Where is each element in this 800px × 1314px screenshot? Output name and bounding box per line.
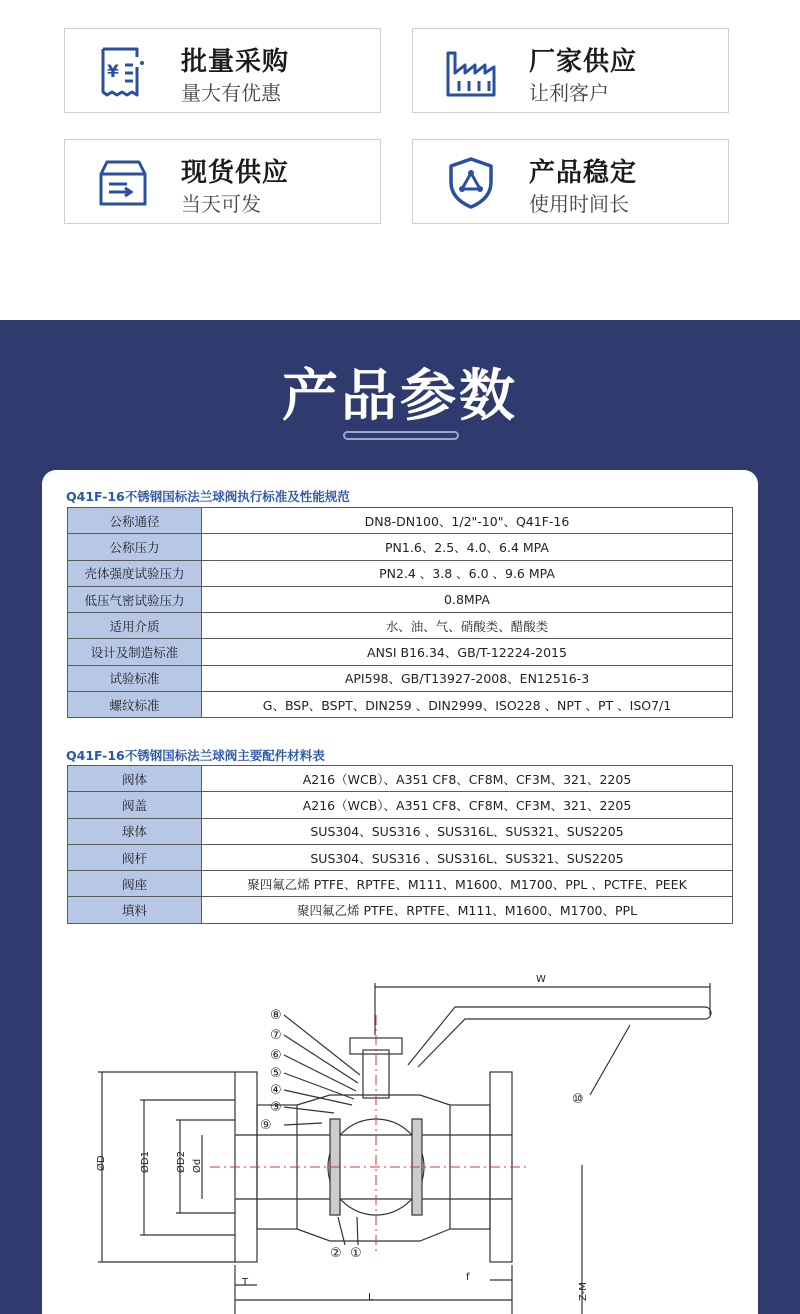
feature-subtitle: 使用时间长 <box>529 192 629 216</box>
spec-table <box>67 507 733 718</box>
row-value: G、BSP、BSPT、DIN259 、DIN2999、ISO228 、NPT 、PT 、ISO7/1 <box>202 692 733 718</box>
factory-icon <box>443 45 499 99</box>
table-row <box>68 665 733 691</box>
feature-title: 产品稳定 <box>529 158 638 188</box>
table-row <box>68 897 733 923</box>
feature-card-bulk <box>64 28 381 113</box>
row-key: 公称通径 <box>68 508 202 534</box>
row-key: 螺纹标准 <box>68 692 202 718</box>
part-number: ⑦ <box>270 1028 282 1043</box>
row-value: ANSI B16.34、GB/T-12224-2015 <box>202 639 733 665</box>
receipt-icon <box>95 45 151 99</box>
row-value: DN8-DN100、1/2"-10"、Q41F-16 <box>202 508 733 534</box>
row-key: 阀体 <box>68 766 202 792</box>
row-key: 试验标准 <box>68 665 202 691</box>
feature-card-stable <box>412 139 729 224</box>
spec-table-title: Q41F-16不锈钢国标法兰球阀执行标准及性能规范 <box>66 489 350 504</box>
table-row <box>68 766 733 792</box>
part-number: ⑤ <box>270 1066 282 1081</box>
row-value: SUS304、SUS316 、SUS316L、SUS321、SUS2205 <box>202 844 733 870</box>
svg-text:¥: ¥ <box>107 62 119 82</box>
row-value: API598、GB/T13927-2008、EN12516-3 <box>202 665 733 691</box>
valve-drawing <box>60 955 740 1314</box>
dim-label-h: Z-M <box>578 1282 589 1301</box>
feature-title: 厂家供应 <box>529 47 638 77</box>
part-number: ② <box>330 1246 342 1261</box>
row-key: 球体 <box>68 818 202 844</box>
dim-label-d2: ØD2 <box>176 1151 187 1173</box>
feature-subtitle: 当天可发 <box>181 192 261 216</box>
row-key: 壳体强度试验压力 <box>68 560 202 586</box>
part-number: ⑥ <box>270 1048 282 1063</box>
shield-icon <box>443 156 499 210</box>
part-number: ④ <box>270 1083 282 1098</box>
row-key: 填料 <box>68 897 202 923</box>
row-value: A216（WCB）、A351 CF8、CF8M、CF3M、321、2205 <box>202 766 733 792</box>
feature-title: 现货供应 <box>181 158 290 188</box>
part-number: ① <box>350 1246 362 1261</box>
feature-grid <box>0 0 800 320</box>
row-value: 水、油、气、硝酸类、醋酸类 <box>202 613 733 639</box>
row-value: 聚四氟乙烯 PTFE、RPTFE、M111、M1600、M1700、PPL 、PCTFE、PEEK <box>202 871 733 897</box>
feature-subtitle: 让利客户 <box>529 81 609 105</box>
row-key: 低压气密试验压力 <box>68 586 202 612</box>
table-row <box>68 818 733 844</box>
part-number: ⑨ <box>260 1118 272 1133</box>
table-row <box>68 844 733 870</box>
material-table <box>67 765 733 924</box>
dim-label-w: W <box>536 974 546 985</box>
dim-label-d: Ød <box>192 1158 203 1173</box>
table-row <box>68 586 733 612</box>
row-value: 0.8MPA <box>202 586 733 612</box>
table-row <box>68 692 733 718</box>
part-number: ⑩ <box>572 1092 584 1107</box>
table-row <box>68 639 733 665</box>
row-key: 设计及制造标准 <box>68 639 202 665</box>
row-key: 公称压力 <box>68 534 202 560</box>
title-underline <box>343 431 459 440</box>
feature-card-stock <box>64 139 381 224</box>
part-number: ③ <box>270 1100 282 1115</box>
row-value: PN1.6、2.5、4.0、6.4 MPA <box>202 534 733 560</box>
row-value: PN2.4 、3.8 、6.0 、9.6 MPA <box>202 560 733 586</box>
table-row <box>68 871 733 897</box>
dim-label-d1: ØD1 <box>140 1151 151 1173</box>
feature-title: 批量采购 <box>181 47 290 77</box>
table-row <box>68 792 733 818</box>
table-row <box>68 508 733 534</box>
part-number: ⑧ <box>270 1008 282 1023</box>
dim-label-f: f <box>466 1272 470 1283</box>
table-row <box>68 613 733 639</box>
table-row <box>68 560 733 586</box>
row-key: 阀座 <box>68 871 202 897</box>
material-table-title: Q41F-16不锈钢国标法兰球阀主要配件材料表 <box>66 748 325 763</box>
row-value: A216（WCB）、A351 CF8、CF8M、CF3M、321、2205 <box>202 792 733 818</box>
section-title: 产品参数 <box>282 364 518 429</box>
feature-card-factory <box>412 28 729 113</box>
row-key: 适用介质 <box>68 613 202 639</box>
row-value: SUS304、SUS316 、SUS316L、SUS321、SUS2205 <box>202 818 733 844</box>
row-key: 阀杆 <box>68 844 202 870</box>
row-key: 阀盖 <box>68 792 202 818</box>
dim-label-d-outer: ØD <box>96 1155 107 1171</box>
table-row <box>68 534 733 560</box>
dim-label-l: L <box>368 1292 374 1303</box>
box-icon <box>95 156 151 210</box>
feature-subtitle: 量大有优惠 <box>181 81 281 105</box>
row-value: 聚四氟乙烯 PTFE、RPTFE、M111、M1600、M1700、PPL <box>202 897 733 923</box>
dim-label-t: T <box>242 1277 249 1288</box>
